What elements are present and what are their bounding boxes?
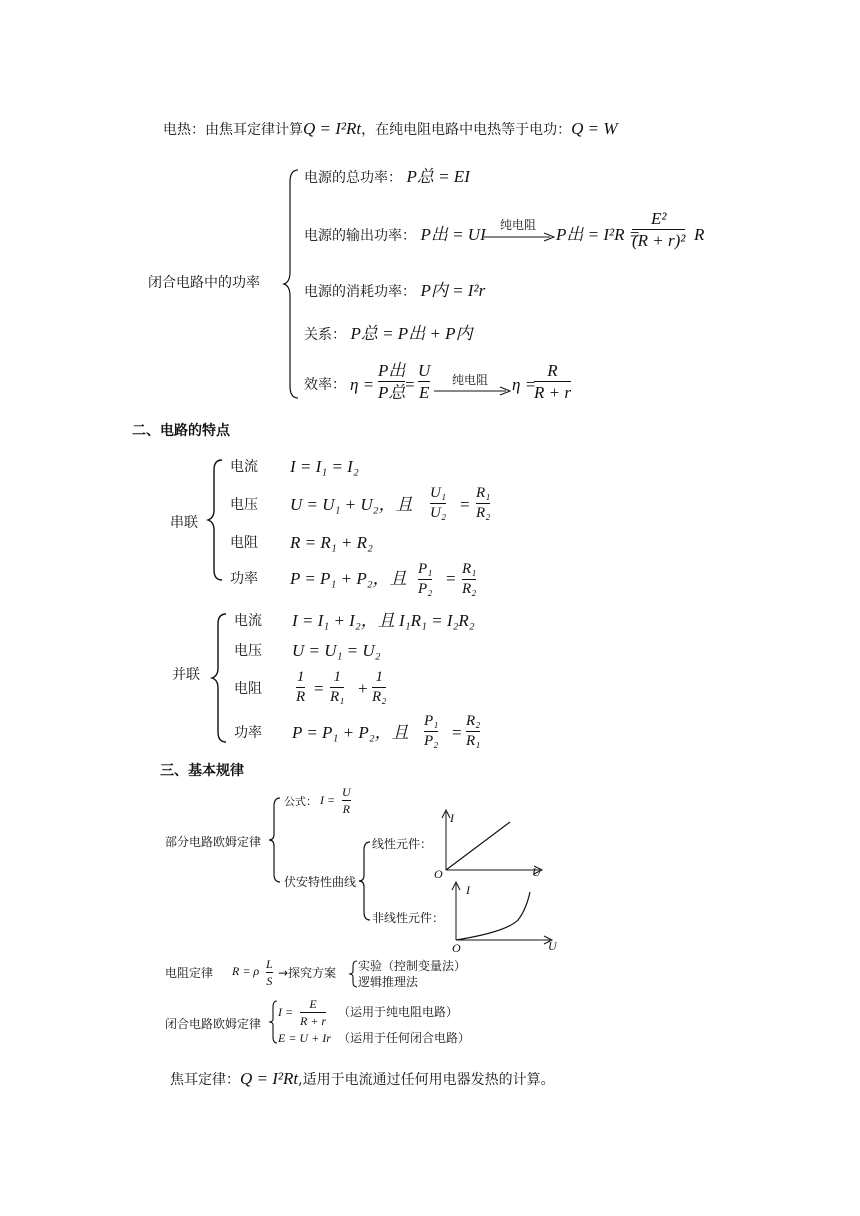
eff-eta2: η = — [512, 375, 537, 394]
eff-fraction3 — [534, 362, 571, 401]
resistance-law-label: 电阻定律 — [165, 966, 214, 980]
joule-label: 焦耳定律： — [170, 1072, 240, 1088]
series-power-den2: R₂ — [462, 581, 477, 597]
series-power-eq: = — [446, 569, 456, 588]
eff-eq: = — [405, 375, 415, 394]
ohm-partial-root: 部分电路欧姆定律 — [165, 835, 262, 849]
parallel-res-den2: R₁ — [330, 689, 345, 705]
ohm-formula-frac — [342, 786, 351, 815]
parallel-current-label: 电流 — [234, 613, 262, 629]
series-voltage-formula: U = U₁ + U₂，且 — [290, 495, 413, 514]
eff-num3: R — [547, 361, 558, 380]
joule-tail: ,适用于电流通过任何用电器发热的计算。 — [298, 1072, 555, 1088]
ohm-formula-den: R — [342, 802, 350, 816]
parallel-res-num2: 1 — [333, 669, 341, 685]
section3-title: 三、基本规律 — [160, 763, 244, 779]
relation-row — [304, 325, 473, 342]
resistance-law-opt2: 逻辑推理法 — [358, 975, 419, 989]
eff-label: 效率： — [304, 377, 346, 393]
series-resistance-formula: R = R₁ + R₂ — [290, 533, 373, 552]
ohm-formula-label: 公式： — [284, 795, 317, 808]
output-arrow-text: 纯电阻 — [500, 218, 537, 232]
eff-fraction1 — [378, 362, 405, 401]
resistance-law-arrow: →探究方案 — [278, 966, 337, 980]
series-power-num: P₁ — [418, 561, 433, 577]
heat-text2: ，在纯电阻电路中电热等于电功： — [361, 122, 572, 138]
series-voltage-num: U₁ — [430, 485, 447, 501]
output-tail: R — [694, 225, 705, 244]
parallel-power-frac2 — [466, 714, 480, 749]
output-num: E² — [650, 209, 667, 228]
eff-fraction2 — [418, 362, 430, 401]
series-power-den: P₂ — [418, 581, 433, 597]
parallel-res-eq: = — [314, 679, 324, 698]
series-brace — [206, 458, 224, 582]
loss-power-row — [304, 282, 485, 299]
eff-arrow-text: 纯电阻 — [452, 373, 489, 387]
parallel-res-frac3 — [372, 670, 386, 705]
series-current-label: 电流 — [230, 459, 258, 475]
eff-num1: P出 — [378, 361, 406, 380]
resistance-law-frac — [266, 958, 273, 987]
eff-arrow — [434, 386, 514, 396]
eff-num2: U — [418, 361, 431, 380]
parallel-power-frac1 — [424, 714, 438, 749]
relation-formula: P总 = P出 + P内 — [350, 324, 473, 343]
parallel-power-den: P₂ — [424, 733, 439, 749]
parallel-voltage-formula: U = U₁ = U₂ — [292, 641, 381, 660]
series-voltage-eq: = — [460, 495, 470, 514]
ohm-formula-num: U — [342, 785, 351, 799]
series-voltage-label: 电压 — [230, 497, 258, 513]
ohm-formula-lhs: I = — [320, 793, 336, 807]
joule-line — [170, 1070, 555, 1087]
series-root: 串联 — [170, 515, 198, 531]
output-power-formula1: P出 = UI — [420, 225, 486, 244]
closed-power-root: 闭合电路中的功率 — [148, 275, 260, 291]
output-den: (R + r)² — [632, 231, 686, 250]
total-power-label: 电源的总功率： — [304, 170, 402, 186]
output-power-label: 电源的输出功率： — [304, 228, 416, 244]
parallel-power-label: 功率 — [234, 725, 262, 741]
closed-ohm-f1-lhs: I = — [278, 1005, 294, 1019]
linear-label: 线性元件： — [372, 837, 433, 851]
closed-ohm-f1-frac — [300, 998, 326, 1027]
parallel-res-den1: R — [296, 689, 306, 705]
linear-axis-u: U — [532, 865, 541, 879]
parallel-res-den3: R₂ — [372, 689, 387, 705]
parallel-power-eq: = — [452, 723, 462, 742]
eff-den2: E — [418, 383, 430, 402]
series-power-frac2 — [462, 562, 476, 597]
nonlinear-axis-i: I — [466, 883, 470, 897]
parallel-current-formula: I = I₁ + I₂，且 I₁R₁ = I₂R₂ — [292, 611, 475, 630]
parallel-res-frac2 — [330, 670, 344, 705]
series-voltage-den: U₂ — [430, 505, 447, 521]
eff-den3: R + r — [534, 383, 571, 402]
series-current-formula: I = I₁ = I₂ — [290, 457, 359, 476]
closed-ohm-f2-note: （运用于任何闭合电路） — [338, 1031, 471, 1045]
resistance-law-den: S — [266, 974, 273, 988]
parallel-power-num: P₁ — [424, 713, 439, 729]
series-power-label: 功率 — [230, 571, 258, 587]
parallel-res-plus: + — [358, 679, 368, 698]
closed-ohm-f1-num: E — [309, 997, 317, 1011]
parallel-power-den2: R₁ — [466, 733, 481, 749]
heat-formula2: Q = W — [571, 119, 618, 138]
parallel-root: 并联 — [172, 667, 200, 683]
output-arrow — [484, 232, 556, 242]
output-power-formula2: P出 = I²R = — [556, 225, 641, 244]
resistance-law-num: L — [266, 957, 273, 971]
parallel-res-num1: 1 — [296, 669, 305, 685]
iv-curve-brace — [358, 840, 372, 922]
output-power-row — [304, 226, 486, 243]
resistance-law-lhs: R = ρ — [232, 964, 260, 978]
closed-power-brace — [282, 168, 300, 400]
closed-ohm-label: 闭合电路欧姆定律 — [165, 1017, 262, 1031]
parallel-power-formula: P = P₁ + P₂，且 — [292, 723, 409, 742]
eff-den1: P总 — [378, 383, 406, 402]
linear-axis-i: I — [450, 811, 454, 825]
resistance-law-brace — [348, 960, 358, 988]
relation-label: 关系： — [304, 327, 346, 343]
heat-formula: Q = I²Rt — [303, 119, 362, 138]
loss-power-formula: P内 = I²r — [420, 281, 486, 300]
closed-ohm-f2: E = U + Ir — [278, 1031, 331, 1045]
nonlinear-label: 非线性元件： — [372, 911, 445, 925]
parallel-voltage-label: 电压 — [234, 643, 262, 659]
section2-title: 二、电路的特点 — [132, 423, 230, 439]
series-resistance-label: 电阻 — [230, 535, 258, 551]
total-power-formula: P总 = EI — [406, 167, 470, 186]
series-power-formula: P = P₁ + P₂，且 — [290, 569, 407, 588]
total-power-row — [304, 168, 470, 185]
joule-formula: Q = I²Rt — [240, 1069, 299, 1088]
heat-line — [163, 120, 618, 137]
resistance-law-opt1: 实验（控制变量法） — [358, 959, 467, 973]
linear-origin: O — [434, 867, 443, 881]
iv-curve-label: 伏安特性曲线 — [284, 875, 357, 889]
parallel-resistance-label: 电阻 — [234, 681, 262, 697]
series-voltage-frac2 — [476, 486, 490, 521]
closed-ohm-f1-note: （运用于纯电阻电路） — [338, 1005, 459, 1019]
nonlinear-axis-u: U — [548, 939, 557, 953]
output-fraction — [632, 210, 685, 249]
heat-text: 电热：由焦耳定律计算 — [163, 122, 303, 138]
ohm-partial-brace — [268, 796, 282, 884]
parallel-res-num3: 1 — [375, 669, 383, 685]
parallel-res-frac1 — [296, 670, 305, 705]
nonlinear-origin: O — [452, 941, 461, 955]
series-power-frac1 — [418, 562, 432, 597]
closed-ohm-f1-den: R + r — [300, 1014, 327, 1028]
loss-power-label: 电源的消耗功率： — [304, 284, 416, 300]
closed-ohm-brace — [268, 1000, 278, 1044]
nonlinear-graph — [446, 880, 556, 946]
series-voltage-den2: R₂ — [476, 505, 491, 521]
parallel-brace — [210, 612, 228, 744]
parallel-power-num2: R₂ — [466, 713, 481, 729]
series-voltage-num2: R₁ — [476, 485, 491, 501]
eff-eta: η = — [350, 375, 375, 394]
series-power-num2: R₁ — [462, 561, 477, 577]
series-voltage-frac1 — [430, 486, 446, 521]
